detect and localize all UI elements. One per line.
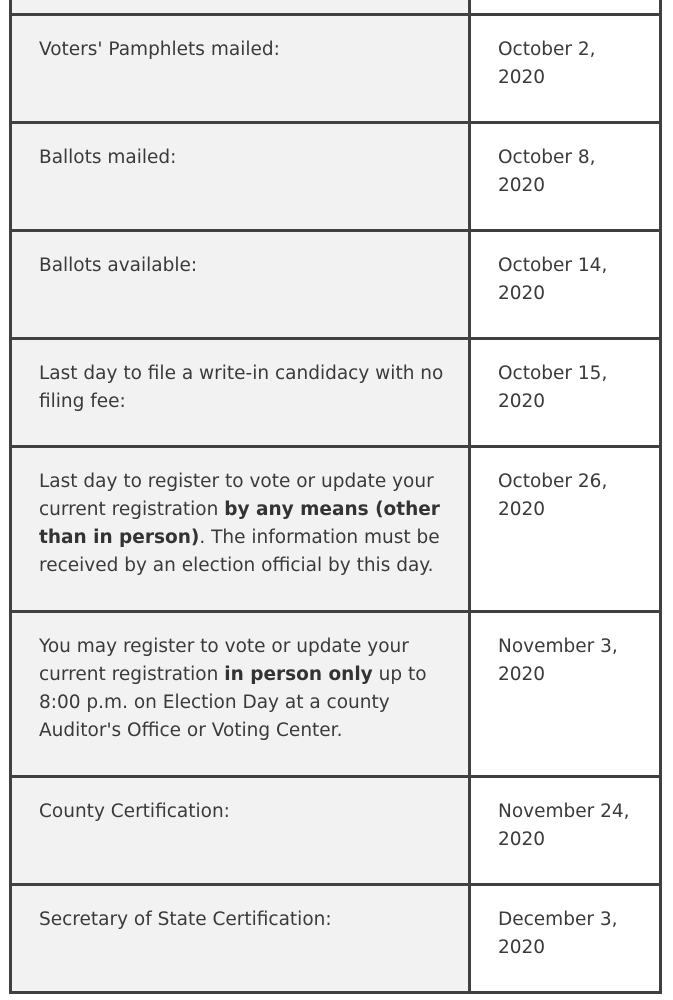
row-label-cell xyxy=(11,885,470,993)
table-row xyxy=(11,0,661,15)
row-label-text: . The information must be received by an election official by this day. xyxy=(39,527,440,576)
row-label xyxy=(12,448,468,580)
row-label-cell xyxy=(11,339,470,447)
row-label-cell xyxy=(11,612,470,777)
row-date: October 8, 2020 xyxy=(498,147,596,196)
row-date-cell xyxy=(470,885,661,993)
table-row xyxy=(11,231,661,339)
row-label: Ballots mailed: xyxy=(39,147,177,168)
row-date-cell xyxy=(470,447,661,612)
row-date: October 2, 2020 xyxy=(498,39,596,88)
table-row xyxy=(11,885,661,993)
table-row xyxy=(11,777,661,885)
row-label: Ballots available: xyxy=(39,255,198,276)
row-date-cell xyxy=(470,339,661,447)
row-date: December 3, 2020 xyxy=(498,909,618,958)
row-date-cell xyxy=(470,123,661,231)
row-label xyxy=(12,613,468,745)
table-row xyxy=(11,447,661,612)
row-label: Last day to file a write-in candidacy with no filing fee: xyxy=(39,363,444,412)
election-dates-table-wrapper xyxy=(9,0,662,994)
table-row xyxy=(11,123,661,231)
row-date: October 14, 2020 xyxy=(498,255,608,304)
row-label-cell xyxy=(11,123,470,231)
table-row xyxy=(11,15,661,123)
row-label-cell xyxy=(11,15,470,123)
row-label-text: up to 8:00 p.m. on Election Day at a county Auditor's Office or Voting Center. xyxy=(39,664,427,741)
election-dates-table xyxy=(9,0,662,994)
row-label-text: Last day to register to vote or update your current registration xyxy=(39,471,434,520)
row-label-text: You may register to vote or update your current registration xyxy=(39,636,409,685)
row-date-cell xyxy=(470,0,661,15)
row-label-emphasis: in person only xyxy=(224,664,373,685)
row-date-cell xyxy=(470,777,661,885)
row-label: Voters' Pamphlets mailed: xyxy=(39,39,280,60)
row-label-cell xyxy=(11,0,470,15)
row-date: October 26, 2020 xyxy=(498,471,608,520)
table-row xyxy=(11,339,661,447)
row-label-cell xyxy=(11,777,470,885)
row-label: County Certification: xyxy=(39,801,230,822)
row-date: November 3, 2020 xyxy=(498,636,618,685)
row-label-emphasis: by any means (other than in person) xyxy=(39,499,440,548)
row-label-cell xyxy=(11,231,470,339)
row-date: November 24, 2020 xyxy=(498,801,630,850)
row-date-cell xyxy=(470,231,661,339)
row-label: Secretary of State Certification: xyxy=(39,909,332,930)
row-label-cell xyxy=(11,447,470,612)
row-date-cell xyxy=(470,15,661,123)
row-date: October 15, 2020 xyxy=(498,363,608,412)
table-row xyxy=(11,612,661,777)
row-date-cell xyxy=(470,612,661,777)
